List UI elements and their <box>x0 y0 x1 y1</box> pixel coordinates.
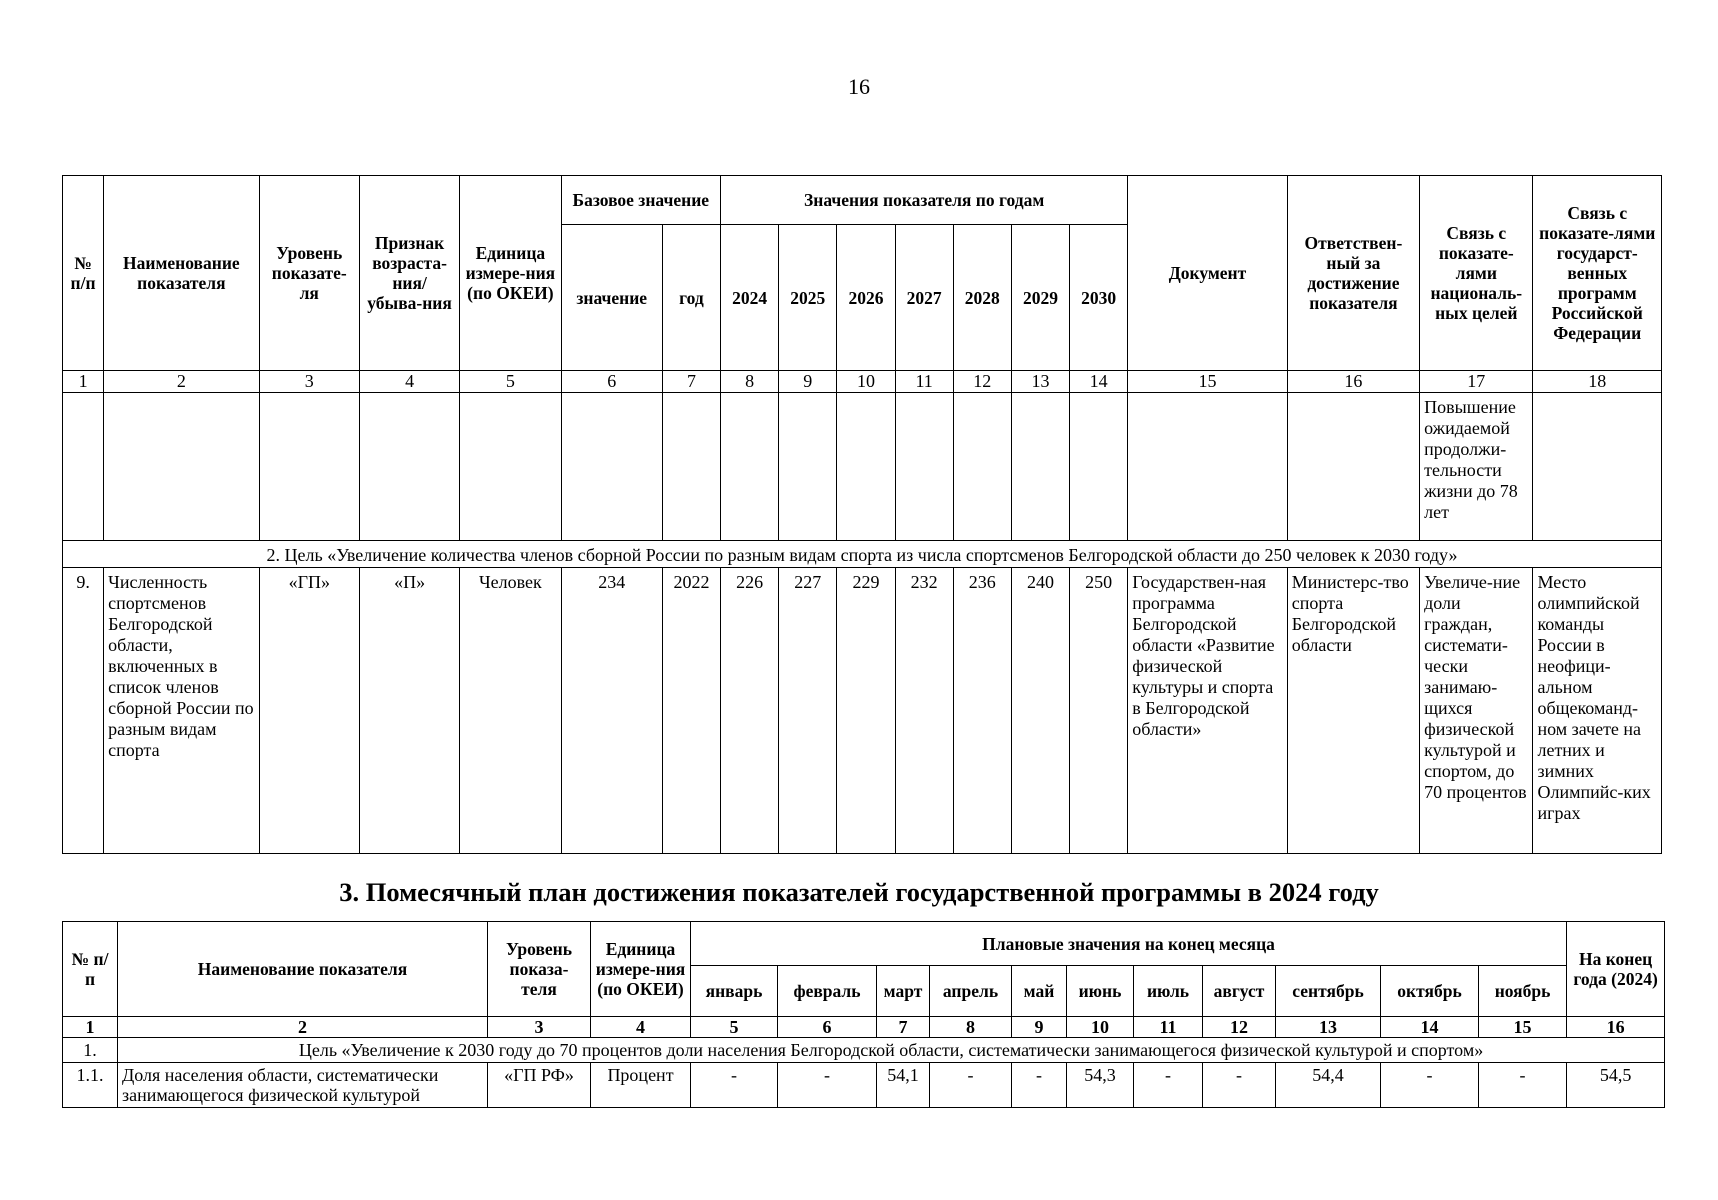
table-row <box>63 1063 1665 1108</box>
indicators-table <box>62 175 1662 854</box>
column-numbers-row <box>63 1017 1665 1038</box>
header-year: 2025 <box>779 225 837 371</box>
column-number: 3 <box>488 1017 591 1038</box>
row-value-2030: 250 <box>1070 568 1128 854</box>
header-month: май <box>1012 966 1067 1017</box>
header-month: июль <box>1134 966 1203 1017</box>
column-number: 5 <box>460 371 561 393</box>
column-number: 6 <box>561 371 662 393</box>
row-responsible: Министерс-тво спорта Белгородской области <box>1287 568 1419 854</box>
header-month: октябрь <box>1381 966 1479 1017</box>
column-number: 14 <box>1070 371 1128 393</box>
header-document: Документ <box>1128 176 1287 371</box>
row-level: «ГП РФ» <box>488 1063 591 1108</box>
header-year: 2026 <box>837 225 895 371</box>
column-number: 10 <box>837 371 895 393</box>
row-value-2025: 227 <box>779 568 837 854</box>
header-level: Уровень показа-теля <box>488 922 591 1017</box>
row-value-2024: 226 <box>721 568 779 854</box>
header-national-goals: Связь с показате-лями националь-ных целей <box>1420 176 1533 371</box>
header-year: 2027 <box>895 225 953 371</box>
column-number: 6 <box>778 1017 877 1038</box>
month-value: - <box>778 1063 877 1108</box>
column-number: 15 <box>1479 1017 1567 1038</box>
goal-text: Цель «Увеличение к 2030 году до 70 процентов доли населения Белгородской области, систематически занимающегося физической культурой и спортом» <box>118 1038 1665 1063</box>
goal-row <box>63 541 1662 568</box>
column-number: 2 <box>118 1017 488 1038</box>
column-number: 14 <box>1381 1017 1479 1038</box>
row-value-2029: 240 <box>1011 568 1069 854</box>
header-name: Наименование показателя <box>118 922 488 1017</box>
column-number: 11 <box>1134 1017 1203 1038</box>
column-number: 12 <box>953 371 1011 393</box>
header-level: Уровень показате-ля <box>259 176 359 371</box>
column-number: 16 <box>1287 371 1419 393</box>
month-value: 54,1 <box>877 1063 930 1108</box>
goal-no: 1. <box>63 1038 118 1063</box>
header-no: № п/п <box>63 922 118 1017</box>
header-month: сентябрь <box>1276 966 1381 1017</box>
goal-row <box>63 1038 1665 1063</box>
goal-2: 2. Цель «Увеличение количества членов сборной России по разным видам спорта из числа спортсменов Белгородской области до 250 человек к 2030 году» <box>63 541 1662 568</box>
section-title: 3. Помесячный план достижения показателей государственной программы в 2024 году <box>339 877 1379 907</box>
header-state-programs: Связь с показате-лями государст-венных программ Российской Федерации <box>1533 176 1662 371</box>
header-year: 2024 <box>721 225 779 371</box>
column-number: 10 <box>1067 1017 1134 1038</box>
month-value: - <box>1381 1063 1479 1108</box>
row-unit: Процент <box>591 1063 691 1108</box>
month-value: - <box>1012 1063 1067 1108</box>
row-unit: Человек <box>460 568 561 854</box>
national-goal-cell: Повышение ожидаемой продолжи-тельности жизни до 78 лет <box>1420 393 1533 541</box>
column-number: 5 <box>691 1017 778 1038</box>
table-row <box>63 568 1662 854</box>
row-name: Численность спортсменов Белгородской области, включенных в список членов сборной России по разным видам спорта <box>104 568 259 854</box>
month-value: - <box>691 1063 778 1108</box>
month-value: - <box>1479 1063 1567 1108</box>
header-month: ноябрь <box>1479 966 1567 1017</box>
column-number: 8 <box>930 1017 1012 1038</box>
header-name: Наименование показателя <box>104 176 259 371</box>
row-document: Государствен-ная программа Белгородской области «Развитие физической культуры и спорта в Белгородской области» <box>1128 568 1287 854</box>
column-number: 13 <box>1011 371 1069 393</box>
column-number: 7 <box>877 1017 930 1038</box>
month-value: 54,3 <box>1067 1063 1134 1108</box>
column-number: 1 <box>63 371 104 393</box>
header-months-group: Плановые значения на конец месяца <box>691 922 1567 966</box>
header-month: март <box>877 966 930 1017</box>
header-month: январь <box>691 966 778 1017</box>
row-state-programs: Место олимпийской команды России в неофици-альном общекоманд-ном зачете на летних и зимних Олимпийс-ких играх <box>1533 568 1662 854</box>
continuation-row <box>63 393 1662 541</box>
header-base-year: год <box>662 225 720 371</box>
row-level: «ГП» <box>259 568 359 854</box>
row-no: 9. <box>63 568 104 854</box>
row-no: 1.1. <box>63 1063 118 1108</box>
row-national-goal: Увеличе-ние доли граждан, системати-чески занимаю-щихся физической культурой и спортом, до 70 процентов <box>1420 568 1533 854</box>
column-number: 2 <box>104 371 259 393</box>
row-name: Доля населения области, систематически занимающегося физической культурой <box>118 1063 488 1108</box>
header-no: № п/п <box>63 176 104 371</box>
header-year-end: На конец года (2024) <box>1567 922 1665 1017</box>
row-value-2026: 229 <box>837 568 895 854</box>
month-value: - <box>1203 1063 1276 1108</box>
header-year: 2028 <box>953 225 1011 371</box>
column-number: 12 <box>1203 1017 1276 1038</box>
row-base-value: 234 <box>561 568 662 854</box>
header-month: февраль <box>778 966 877 1017</box>
page-number: 16 <box>848 74 870 99</box>
month-value: - <box>930 1063 1012 1108</box>
column-number: 17 <box>1420 371 1533 393</box>
column-number: 13 <box>1276 1017 1381 1038</box>
header-year: 2029 <box>1011 225 1069 371</box>
column-number: 8 <box>721 371 779 393</box>
row-value-2027: 232 <box>895 568 953 854</box>
column-number: 16 <box>1567 1017 1665 1038</box>
column-number: 4 <box>359 371 459 393</box>
header-responsible: Ответствен-ный за достижение показателя <box>1287 176 1419 371</box>
month-value: - <box>1134 1063 1203 1108</box>
row-trend: «П» <box>359 568 459 854</box>
header-year: 2030 <box>1070 225 1128 371</box>
row-base-year: 2022 <box>662 568 720 854</box>
month-value: 54,4 <box>1276 1063 1381 1108</box>
column-number: 18 <box>1533 371 1662 393</box>
column-number: 7 <box>662 371 720 393</box>
column-number: 9 <box>779 371 837 393</box>
header-unit: Единица измере-ния (по ОКЕИ) <box>591 922 691 1017</box>
header-unit: Единица измере-ния (по ОКЕИ) <box>460 176 561 371</box>
column-number: 1 <box>63 1017 118 1038</box>
header-years-group: Значения показателя по годам <box>721 176 1128 225</box>
header-base: Базовое значение <box>561 176 720 225</box>
column-number: 15 <box>1128 371 1287 393</box>
monthly-plan-table <box>62 921 1665 1108</box>
row-year-end: 54,5 <box>1567 1063 1665 1108</box>
header-month: август <box>1203 966 1276 1017</box>
row-value-2028: 236 <box>953 568 1011 854</box>
column-number: 3 <box>259 371 359 393</box>
header-trend: Признак возраста-ния/ убыва-ния <box>359 176 459 371</box>
column-numbers-row <box>63 371 1662 393</box>
header-month: июнь <box>1067 966 1134 1017</box>
column-number: 4 <box>591 1017 691 1038</box>
header-month: апрель <box>930 966 1012 1017</box>
column-number: 11 <box>895 371 953 393</box>
header-base-value: значение <box>561 225 662 371</box>
column-number: 9 <box>1012 1017 1067 1038</box>
